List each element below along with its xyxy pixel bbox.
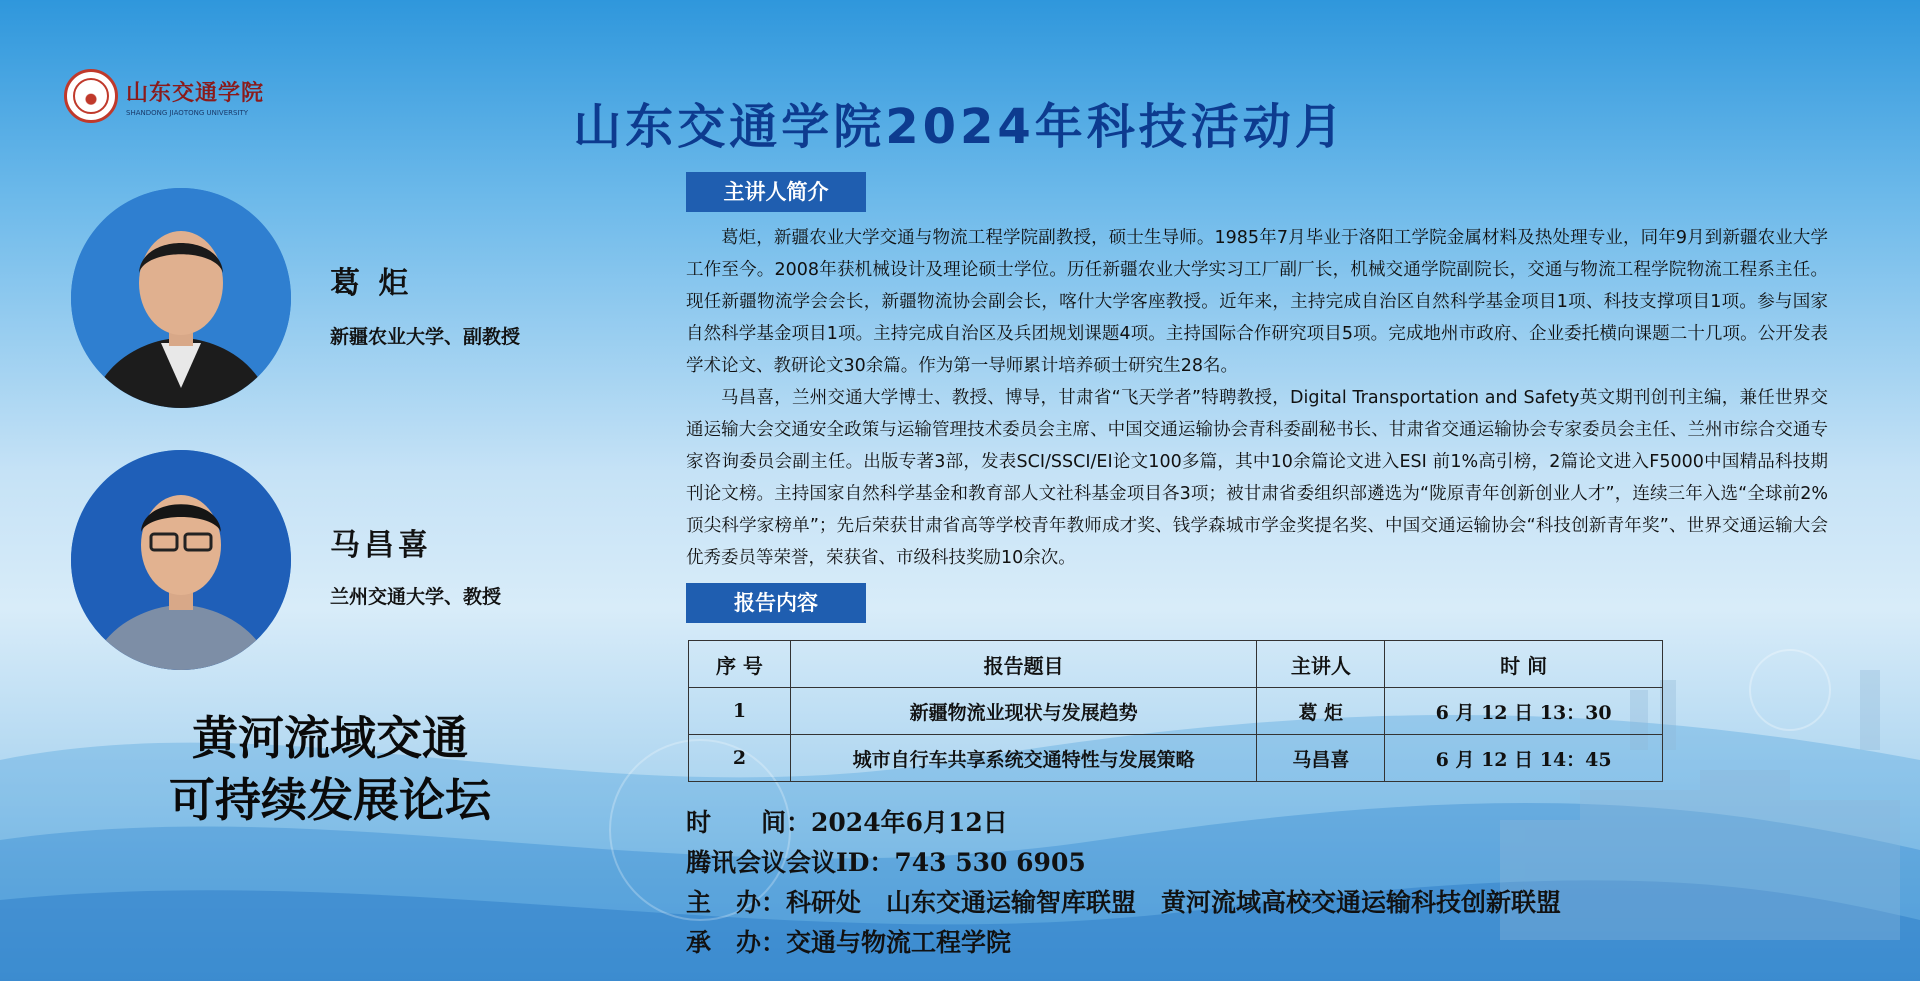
- cell-seq: 1: [689, 688, 791, 735]
- logo-name-en: SHANDONG JIAOTONG UNIVERSITY: [126, 108, 249, 117]
- logo-name-cn: 山东交通学院: [126, 79, 265, 106]
- cell-seq: 2: [689, 735, 791, 782]
- cell-speaker: 马昌喜: [1257, 735, 1385, 782]
- cell-speaker: 葛 炬: [1257, 688, 1385, 735]
- section-tag-report: 报告内容: [686, 583, 866, 623]
- cell-topic: 城市自行车共享系统交通特性与发展策略: [790, 735, 1256, 782]
- header-seq: 序 号: [689, 641, 791, 688]
- forum-title: [100, 707, 560, 831]
- cell-time: 6 月 12 日 14：45: [1385, 735, 1663, 782]
- info-time-label: 时 间：: [686, 808, 812, 837]
- cell-time: 6 月 12 日 13：30: [1385, 688, 1663, 735]
- speaker-1-affiliation: 新疆农业大学、副教授: [330, 326, 521, 348]
- bio-paragraph-1: 葛炬，新疆农业大学交通与物流工程学院副教授，硕士生导师。1985年7月毕业于洛阳工学院金属材料及热处理专业，同年9月到新疆农业大学工作至今。2008年获机械设计及理论硕士学位。历任新疆农业大学实习工厂副厂长，机械交通学院副院长，交通与物流工程学院物流工程系主任。现任新疆物流学会会长，新疆物流协会副会长，喀什大学客座教授。近年来，主持完成自治区自然科学基金项目1项、科技支撑项目1项。参与国家自然科学基金项目1项。主持完成自治区及兵团规划课题4项。主持国际合作研究项目5项。完成地州市政府、企业委托横向课题二十几项。公开发表学术论文、教研论文30余篇。作为第一导师累计培养硕士研究生28名。: [686, 228, 1828, 376]
- header-time: 时 间: [1385, 641, 1663, 688]
- bio-paragraph-2: 马昌喜，兰州交通大学博士、教授、博导，甘肃省“飞天学者”特聘教授，Digital Transportation and Safety英文期刊创刊主编，兼任世界交通运输大会交通安全政策与运输管理技术委员会主席、中国交通运输协会青科委副秘书长、甘肃省交通运输协会专家委员会主任、兰州市综合交通专家咨询委员会副主任。出版专著3部，发表SCI/SSCI/EI论文100多篇，其中10余篇论文进入ESI 前1%高引榜，2篇论文进入F5000中国精品科技期刊论文榜。主持国家自然科学基金和教育部人文社科基金项目各3项；被甘肃省委组织部遴选为“陇原青年创新创业人才”，连续三年入选“全球前2%顶尖科学家榜单”；先后荣获甘肃省高等学校青年教师成才奖、钱学森城市学金奖提名奖、中国交通运输协会“科技创新青年奖”、世界交通运输大会优秀委员等荣誉，荣获省、市级科技奖励10余次。: [686, 388, 1828, 568]
- info-host-value: 科研处 山东交通运输智库联盟 黄河流域高校交通运输科技创新联盟: [786, 888, 1562, 917]
- info-meeting-label: 腾讯会议会议ID：: [686, 848, 895, 877]
- table-header-row: [689, 641, 1663, 688]
- info-time-value: 2024年6月12日: [811, 808, 1008, 837]
- info-organizer-label: 承 办：: [686, 928, 787, 957]
- speaker-1-photo: [71, 188, 291, 408]
- info-meeting-value: 743 530 6905: [894, 848, 1086, 877]
- speaker-1-name: 葛 炬: [330, 266, 413, 301]
- forum-title-line-1: 黄河流域交通: [192, 711, 468, 765]
- section-tag-intro: 主讲人简介: [686, 172, 866, 212]
- header-topic: 报告题目: [790, 641, 1256, 688]
- speaker-bios: [686, 222, 1828, 574]
- info-organizer-value: 交通与物流工程学院: [786, 928, 1012, 957]
- speaker-2-name: 马昌喜: [330, 528, 432, 563]
- info-time: [686, 803, 1008, 839]
- info-host: [686, 883, 1561, 919]
- page-title: 山东交通学院2024年科技活动月: [573, 99, 1347, 155]
- cell-topic: 新疆物流业现状与发展趋势: [790, 688, 1256, 735]
- info-organizer: [686, 923, 1011, 959]
- info-meeting: [686, 843, 1086, 879]
- header-speaker: 主讲人: [1257, 641, 1385, 688]
- report-table: [688, 640, 1663, 782]
- forum-title-line-2: 可持续发展论坛: [169, 773, 491, 827]
- speaker-2-photo: [71, 450, 291, 670]
- speaker-2-affiliation: 兰州交通大学、教授: [330, 586, 502, 608]
- table-row: [689, 735, 1663, 782]
- table-row: [689, 688, 1663, 735]
- info-host-label: 主 办：: [686, 888, 787, 917]
